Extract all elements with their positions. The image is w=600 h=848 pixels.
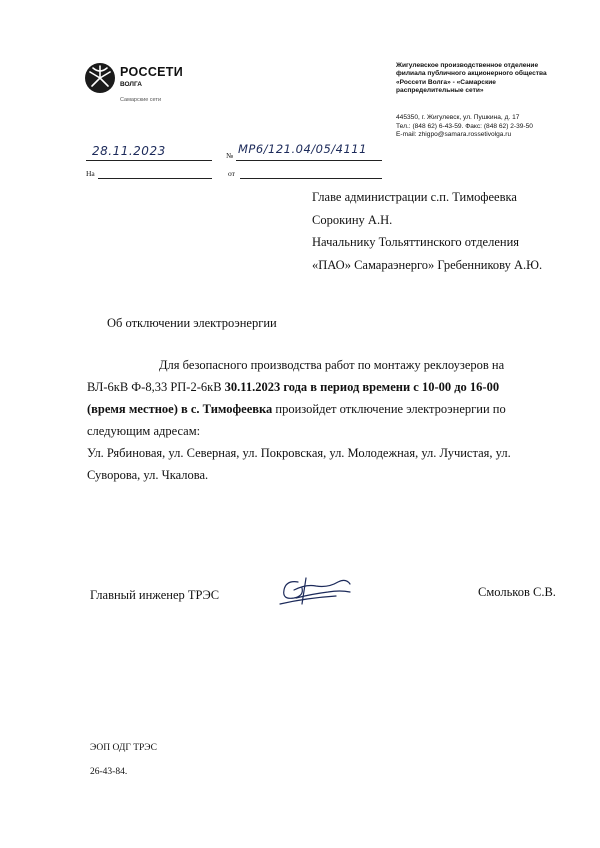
rosseti-emblem-icon [84, 62, 116, 94]
logo-region: ВОЛГА [120, 81, 142, 88]
addressee-line: Начальнику Тольяттинского отделения [312, 235, 520, 250]
from-label: от [228, 169, 235, 178]
logo-name: РОССЕТИ [120, 65, 184, 79]
outgoing-date: 28.11.2023 [92, 144, 166, 158]
outage-details: 30.11.2023 года в период времени с 10-00 до 16-00 (время местное) в с. Тимофеевка [87, 380, 500, 416]
addressee-block [312, 186, 542, 277]
body-text: Для безопасного производства работ по монтажу реклоузеров на ВЛ-6кВ Ф-8,33 РП-2-6кВ [87, 358, 505, 394]
body-text: произойдет отключение электроэнергии по следующим адресам: [87, 402, 506, 438]
org-line: филиала публичного акционерного общества [396, 70, 547, 78]
logo-branch: Самарские сети [120, 97, 162, 103]
number-line [236, 160, 382, 161]
incoming-date-line [240, 178, 382, 179]
letter-subject: Об отключении электроэнергии [107, 316, 277, 330]
signatory-role: Главный инженер ТРЭС [90, 588, 220, 602]
org-address: 445350, г. Жигулевск, ул. Пушкина, д. 17 [396, 114, 520, 121]
on-label: На [86, 169, 95, 178]
incoming-number-line [98, 178, 212, 179]
company-logo [84, 62, 204, 108]
organization-contacts [396, 114, 576, 140]
org-phones: Тел.: (848 62) 6-43-59. Факс: (848 62) 2-39-50 [396, 122, 533, 130]
executor-phone: 26-43-84. [90, 767, 128, 777]
addressee-line: Сорокину А.Н. [312, 212, 393, 227]
outgoing-number: МР6/121.04/05/4111 [238, 142, 367, 156]
org-email: E-mail: zhigpo@samara.rossetivolga.ru [396, 131, 512, 139]
letter-body [87, 354, 507, 442]
organization-name [396, 62, 566, 96]
date-line [86, 160, 212, 161]
addressee-line: «ПАО» Самараэнерго» Гребенникову А.Ю. [312, 258, 543, 273]
addressee-line: Главе администрации с.п. Тимофеевка [312, 190, 517, 204]
executor-dept: ЭОП ОДГ ТРЭС [90, 743, 157, 753]
org-line: «Россети Волга» - «Самарские [396, 78, 496, 86]
org-line: распределительные сети» [396, 87, 484, 95]
signatory-name: Смольков С.В. [478, 585, 556, 599]
org-line: Жигулевское производственное отделение [396, 62, 539, 69]
number-label: № [226, 151, 234, 160]
handwritten-signature [276, 568, 356, 613]
street-list: Ул. Рябиновая, ул. Северная, ул. Покровская, ул. Молодежная, ул. Лучистая, ул. Суворова, ул. Чкалова. [87, 446, 511, 482]
